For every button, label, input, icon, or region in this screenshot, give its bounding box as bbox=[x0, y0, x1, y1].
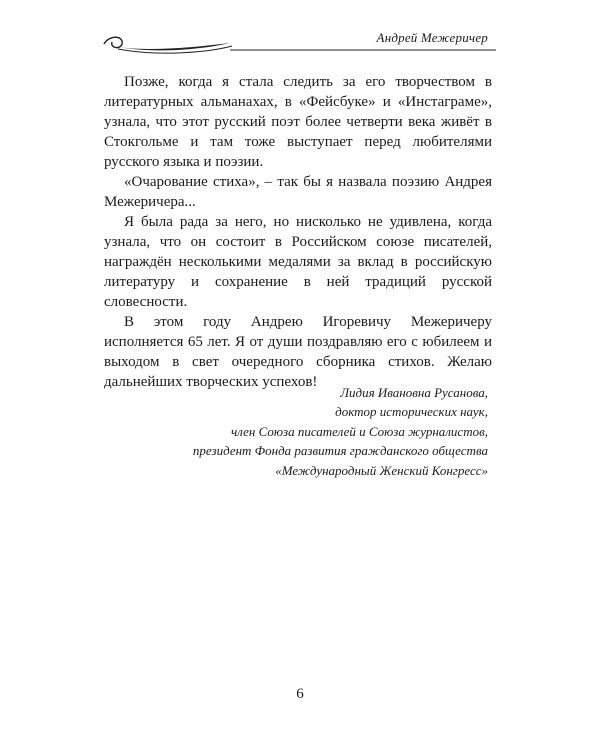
signature-name: Лидия Ивановна Русанова, bbox=[340, 385, 488, 400]
signature-organization: «Международный Женский Конгресс» bbox=[275, 462, 488, 478]
paragraph-4: В этом году Андрею Игоревичу Межеричеру исполняется 65 лет. Я от души поздравляю его с юбилеем и выходом в свет очередного сборника стихов. Желаю дальнейших творческих успехов! bbox=[104, 314, 492, 390]
running-title: Андрей Межеричер bbox=[376, 30, 488, 45]
paragraph-2: «Очарование стиха», – так бы я назвала поэзию Андрея Межеричера... bbox=[104, 174, 492, 210]
signature-block bbox=[193, 383, 488, 480]
paragraph-1: Позже, когда я стала следить за его творчеством в литературных альманахах, в «Фейсбуке» и «Инстаграме», узнала, что этот русский поэт более четверти века живёт в Стокгольме и там тоже выступает перед любителями русского языка и поэзии. bbox=[104, 74, 492, 170]
signature-membership: член Союза писателей и Союза журналистов, bbox=[230, 423, 488, 439]
signature-position: президент Фонда развития гражданского общества bbox=[192, 443, 488, 459]
page-header bbox=[100, 26, 500, 66]
signature-degree: доктор исторических наук, bbox=[335, 404, 488, 420]
page-number: 6 bbox=[296, 686, 304, 702]
paragraph-3: Я была рада за него, но нисколько не удивлена, когда узнала, что он состоит в Российском союзе писателей, награждён несколькими медалями за вклад в российскую литературу и сохранение в ней традиций русской словесности. bbox=[104, 214, 492, 310]
body-text bbox=[104, 72, 492, 392]
